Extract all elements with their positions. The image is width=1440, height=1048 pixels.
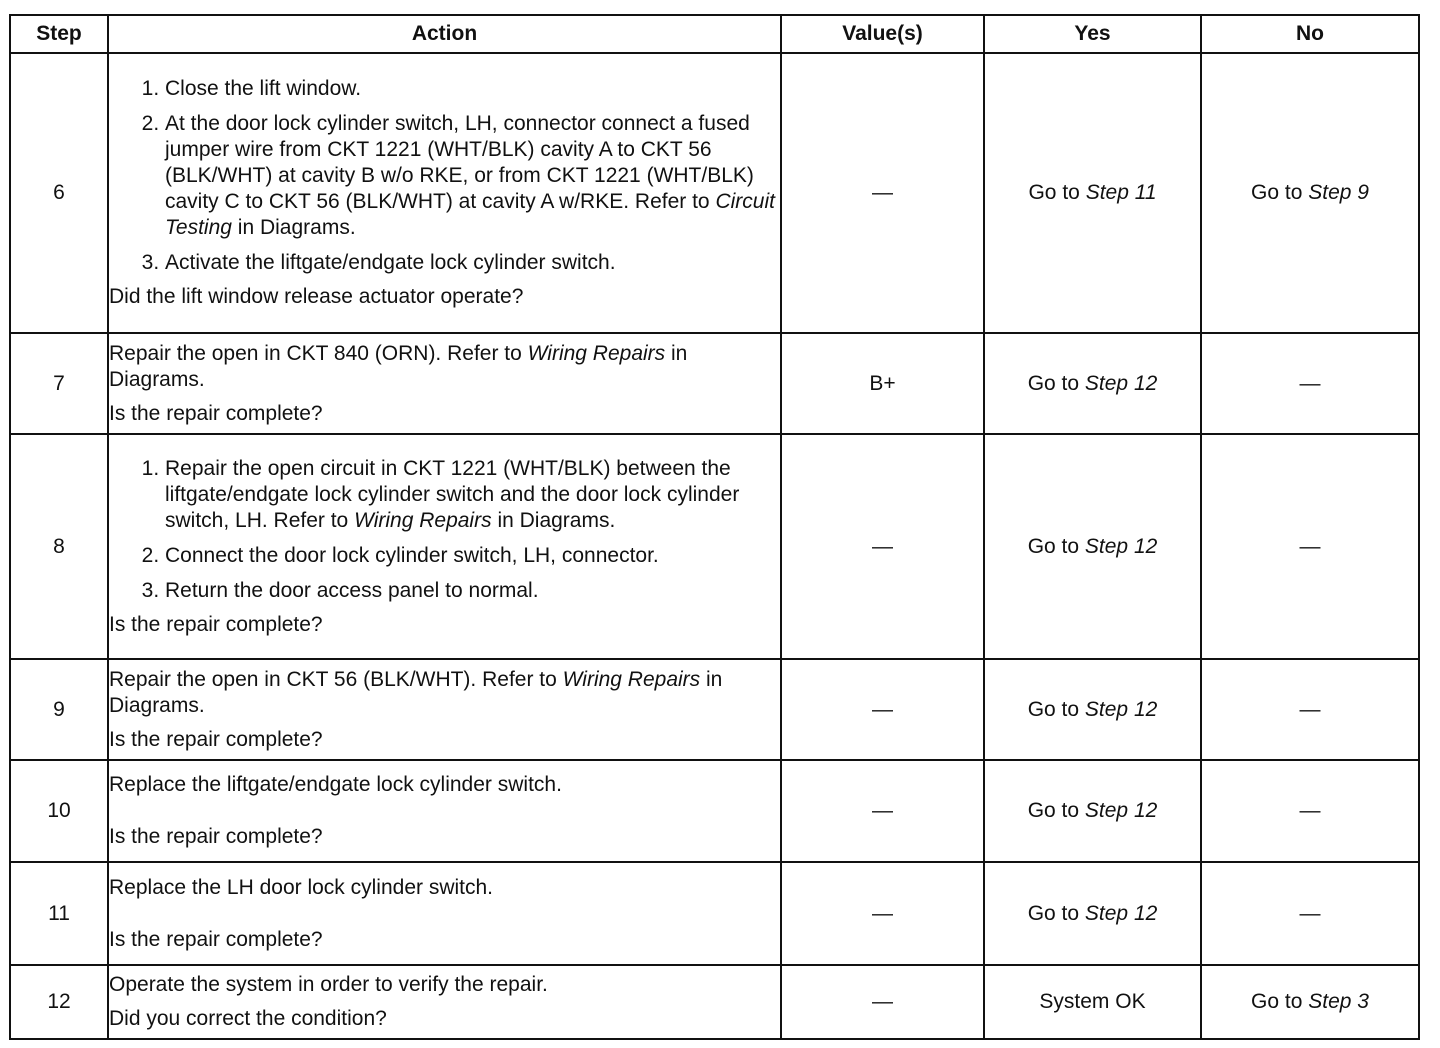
action-text: Replace the liftgate/endgate lock cylinder switch. <box>109 773 562 796</box>
header-action: Action <box>108 15 781 53</box>
action-paragraph <box>109 341 780 393</box>
goto-text: Go to <box>1028 181 1080 204</box>
action-text: Replace the LH door lock cylinder switch. <box>109 875 494 899</box>
list-item <box>165 111 780 241</box>
action-text: Repair the open in CKT 840 (ORN). Refer to <box>109 341 522 365</box>
action-paragraph <box>109 667 780 719</box>
no-cell <box>1201 965 1419 1039</box>
header-row <box>10 15 1419 53</box>
goto-text: Go to <box>1027 799 1080 822</box>
yes-cell <box>984 659 1201 760</box>
yes-cell: System OK <box>984 965 1201 1039</box>
list-item: 3. Return the door access panel to normal. <box>165 578 780 604</box>
table-row-step-10 <box>10 760 1419 862</box>
spacer <box>109 798 780 824</box>
step-reference: Step 12 <box>1084 901 1158 925</box>
yes-cell <box>984 760 1201 862</box>
step-number: 8 <box>10 434 108 659</box>
table-row-step-8 <box>10 434 1419 659</box>
diagnostic-table <box>9 14 1420 1040</box>
step-number: 6 <box>10 53 108 333</box>
step-reference: Step 12 <box>1084 799 1158 822</box>
table-row-step-12 <box>10 965 1419 1039</box>
step-number: 12 <box>10 965 108 1039</box>
header-yes: Yes <box>984 15 1201 53</box>
action-cell <box>108 659 781 760</box>
action-cell <box>108 760 781 862</box>
value-cell: — <box>781 760 984 862</box>
yes-cell <box>984 333 1201 434</box>
table-row-step-6 <box>10 53 1419 333</box>
value-cell: — <box>781 659 984 760</box>
step-reference: Step 9 <box>1308 181 1369 204</box>
header-values: Value(s) <box>781 15 984 53</box>
goto-text: Go to <box>1251 181 1303 204</box>
step-reference: Step 12 <box>1084 534 1158 558</box>
value-cell: — <box>781 862 984 965</box>
question-text: Did you correct the condition? <box>109 1007 387 1030</box>
yes-cell <box>984 862 1201 965</box>
question-text: Is the repair complete? <box>109 825 323 848</box>
action-cell <box>108 53 781 333</box>
no-cell: — <box>1201 862 1419 965</box>
table-row-step-9 <box>10 659 1419 760</box>
reference-text: Wiring Repairs <box>354 508 492 532</box>
reference-text: Wiring Repairs <box>527 341 666 365</box>
question-text: Is the repair complete? <box>109 612 323 636</box>
spacer <box>109 901 780 927</box>
step-reference: Step 12 <box>1084 371 1158 395</box>
step-number: 11 <box>10 862 108 965</box>
question-text: Is the repair complete? <box>109 727 323 751</box>
action-cell <box>108 862 781 965</box>
action-text: in Diagrams. <box>237 216 356 239</box>
list-item: 1. Close the lift window. <box>165 76 780 102</box>
action-cell <box>108 333 781 434</box>
value-cell: — <box>781 53 984 333</box>
reference-text: Circuit Testing <box>165 190 775 239</box>
action-text: in Diagrams. <box>109 667 723 717</box>
question-text: Is the repair complete? <box>109 401 323 425</box>
list-item <box>165 456 780 534</box>
goto-text: Go to <box>1027 534 1080 558</box>
action-text: At the door lock cylinder switch, LH, connector connect a fused jumper wire from CKT 1221 (WHT/BLK) cavity A to CKT 56 (BLK/WHT) at cavity B w/o RKE, or from CKT 1221 (WHT/BLK) cavity C to CKT 56 (BLK/WHT) at cavity A w/RKE. Refer to <box>165 112 754 213</box>
action-steps-list <box>109 456 780 604</box>
action-text: in Diagrams. <box>497 508 616 532</box>
no-cell: — <box>1201 434 1419 659</box>
table-row-step-11 <box>10 862 1419 965</box>
yes-cell <box>984 53 1201 333</box>
no-cell: — <box>1201 659 1419 760</box>
value-cell: — <box>781 434 984 659</box>
question-text: Did the lift window release actuator operate? <box>109 285 524 308</box>
step-reference: Step 12 <box>1084 697 1158 721</box>
action-text: in Diagrams. <box>109 341 688 391</box>
no-cell <box>1201 53 1419 333</box>
step-reference: Step 3 <box>1308 990 1369 1013</box>
value-cell: B+ <box>781 333 984 434</box>
header-no: No <box>1201 15 1419 53</box>
header-step: Step <box>10 15 108 53</box>
action-text: Operate the system in order to verify the repair. <box>109 973 548 996</box>
goto-text: Go to <box>1027 901 1080 925</box>
list-item: 2. Connect the door lock cylinder switch, LH, connector. <box>165 543 780 569</box>
value-cell: — <box>781 965 984 1039</box>
question-text: Is the repair complete? <box>109 927 323 951</box>
list-item: 3. Activate the liftgate/endgate lock cylinder switch. <box>165 250 780 276</box>
goto-text: Go to <box>1251 990 1303 1013</box>
step-number: 10 <box>10 760 108 862</box>
reference-text: Wiring Repairs <box>562 667 701 691</box>
action-cell <box>108 965 781 1039</box>
step-reference: Step 11 <box>1085 181 1157 204</box>
no-cell: — <box>1201 760 1419 862</box>
yes-cell <box>984 434 1201 659</box>
step-number: 9 <box>10 659 108 760</box>
action-text: Repair the open circuit in CKT 1221 (WHT/BLK) between the liftgate/endgate lock cylinder switch and the door lock cylinder switch, LH. Refer to <box>165 456 740 532</box>
table-row-step-7 <box>10 333 1419 434</box>
goto-text: Go to <box>1027 371 1080 395</box>
action-cell <box>108 434 781 659</box>
action-steps-list <box>109 76 780 276</box>
no-cell: — <box>1201 333 1419 434</box>
goto-text: Go to <box>1027 697 1080 721</box>
action-text: Repair the open in CKT 56 (BLK/WHT). Refer to <box>109 667 557 691</box>
step-number: 7 <box>10 333 108 434</box>
